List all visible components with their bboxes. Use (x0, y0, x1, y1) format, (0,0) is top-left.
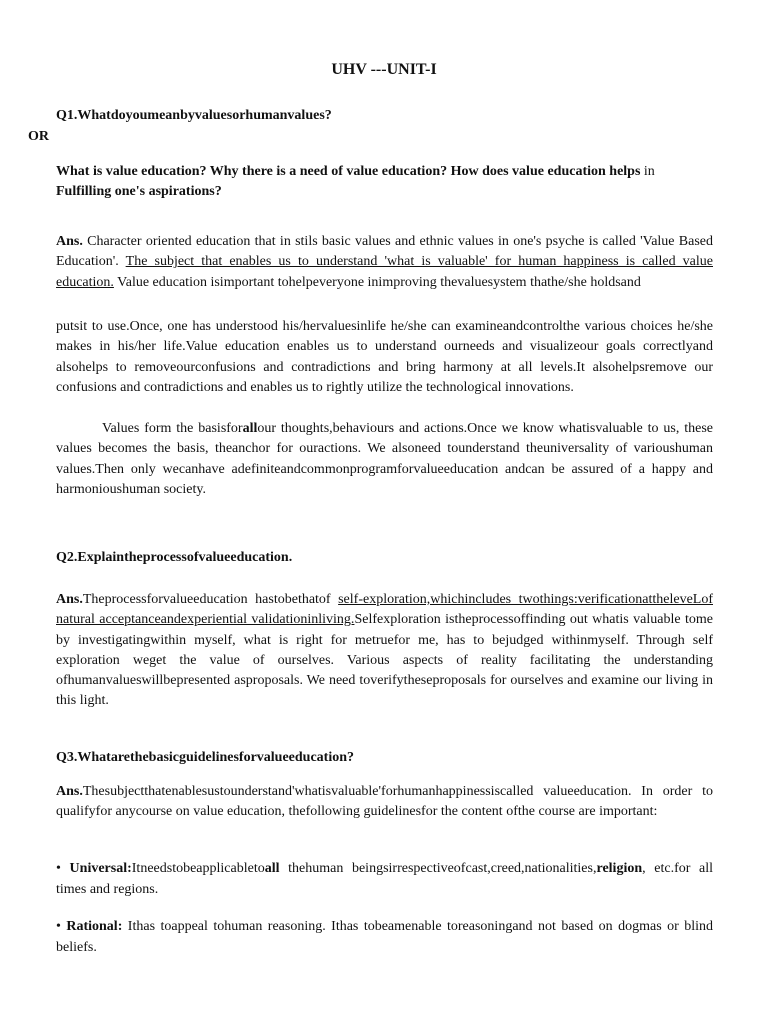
bullet-universal-text-c: , etc.for all times and regions. (56, 861, 714, 897)
answer-1-p3-text-a: Values form the basisfor (102, 421, 243, 436)
answer-2-text-a: Theprocessforvalueeducation hastobethatof (82, 592, 339, 607)
answer-1-text-a: Character oriented education that in stils basic values and ethnic values in one's psyche is called 'Value Based Education'. (56, 234, 713, 270)
bullet-universal-label: Universal: (69, 861, 132, 876)
bullet-rational-text: Ithas toappeal tohuman reasoning. Ithas tobeamenable toreasoningand not based on dogmas or blind beliefs. (56, 919, 713, 955)
bullet-icon: • (56, 919, 61, 934)
answer-1-text-b: Value education isimportant tohelpeveryone inimproving thevaluesystem thathe/she holdsand (113, 274, 641, 290)
answer-1-p3-bold: all (242, 421, 258, 436)
question-1-alt (56, 162, 713, 203)
bullet-universal-bold2: religion (596, 861, 643, 876)
question-1: Q1.Whatdoyoumeanbyvaluesorhumanvalues? (56, 108, 332, 123)
bullet-icon: • (56, 861, 61, 876)
answer-1-paragraph-2: putsit to use.Once, one has understood his/hervaluesinlife he/she can examineandcontrolthe various choices he/she makes in his/her life.Value education enables us to understand ourneeds and visualizeour goals correctlyand alsohelps to removeourconfusions and contradictions and bring harmony at all levels.It alsohelpsremove our confusions and contradictions and enables us to rightly utilize the technological innovations. (56, 319, 713, 395)
answer-1-p3-text-b: our thoughts,behaviours and actions.Once we know whatisvaluable to us, these values becomes the basis, theanchor for ouractions. We alsoneed tounderstand theuniversality of varioushuman values.Then only wecanhave adefiniteandcommonprogramforvalueeducation andcan be assured of a happy and harmonioushuman society. (56, 421, 713, 497)
answer-1-underlined: The subject that enables us to understand 'what is valuable' for human happiness is called value education. (56, 254, 713, 290)
bullet-universal (56, 858, 713, 900)
answer-3-text: Thesubjectthatenablesustounderstand'whatisvaluable'forhumanhappinessiscalled valueeducation. In order to qualifyfor anycourse on value education, thefollowing guidelinesfor the content ofthe course are important: (56, 784, 713, 820)
answer-1-paragraph-3 (56, 419, 713, 500)
answer-2-underlined: self-exploration,whichincludes twothings:verificationattheleveLof natural acceptanceandexperiential validationinliving. (56, 592, 713, 628)
question-1-alt-in: in (640, 164, 655, 179)
question-2: Q2.Explaintheprocessofvalueeducation. (56, 550, 293, 565)
answer-2-text-b: Selfexploration istheprocessoffinding out whatis valuable tome by investigatingwithin myself, what is right for metruefor me, has to bejudged withinmyself. Through self exploration weget the value of ourselves. Various aspects of reality facilitating the understanding ofhumanvalueswillbepresented asproposals. We need toverifytheseproposals for ourselves and examine our living in this light. (56, 612, 713, 709)
answer-2-label: Ans. (56, 592, 83, 607)
or-separator: OR (28, 129, 49, 144)
bullet-universal-text-a: Itneedstobeapplicableto (131, 861, 265, 876)
question-1-alt-line2: Fulfilling one's aspirations? (56, 184, 222, 200)
question-1-alt-text: What is value education? Why there is a need of value education? How does value education helps (56, 164, 641, 179)
answer-1-paragraph-1 (56, 232, 713, 293)
bullet-rational (56, 916, 713, 958)
answer-3-label: Ans. (56, 784, 83, 799)
answer-3-paragraph (56, 782, 713, 823)
question-3: Q3.Whatarethebasicguidelinesforvalueeducation? (56, 750, 355, 765)
bullet-rational-label: Rational: (66, 919, 123, 934)
bullet-universal-bold: all (264, 861, 280, 876)
answer-2-paragraph (56, 590, 713, 712)
answer-1-label: Ans. (56, 234, 83, 249)
page-title: UHV ---UNIT-I (331, 61, 437, 78)
bullet-universal-text-b: thehuman beingsirrespectiveofcast,creed,nationalities, (279, 861, 597, 876)
